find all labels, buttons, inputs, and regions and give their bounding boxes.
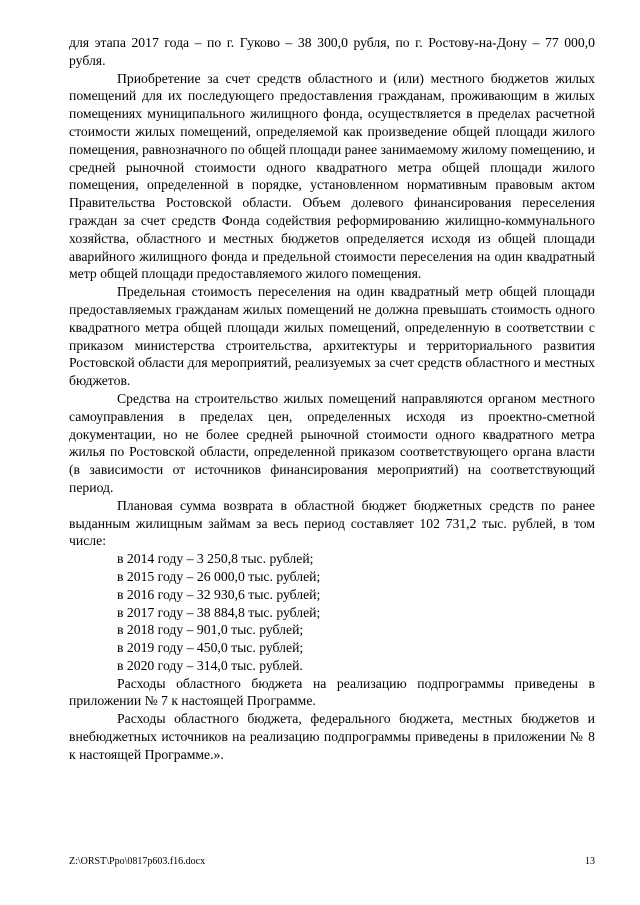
page-number: 13 xyxy=(585,856,595,867)
year-item-2017: в 2017 году – 38 884,8 тыс. рублей; xyxy=(117,604,321,620)
year-item-2020: в 2020 году – 314,0 тыс. рублей. xyxy=(117,657,303,673)
paragraph-acquisition: Приобретение за счет средств областного и (или) местного бюджетов жилых помещений для их последующего предоставления гражданам, проживающим в жилых помещениях муниципального жилищного фонда, осуществляется в пределах расчетной стоимости жилых помещений, определяемой как произведение общей площади жилого помещения, равнозначного по общей площади ранее занимаемому жилому помещению, и средней рыночной стоимости одного квадратного метра общей площади жилого помещения, определенной в порядке, установленном нормативным правовым актом Правительства Ростовской области. Объем долевого финансирования переселения граждан за счет средств Фонда содействия реформированию жилищно-коммунального хозяйства, областного и местных бюджетов определяется исходя из общей площади аварийного жилищного фонда и предельной стоимости переселения на один квадратный метр общей площади предоставляемого жилого помещения. xyxy=(69,70,595,282)
paragraph-construction-funds: Средства на строительство жилых помещений направляются органом местного самоуправления в пределах цен, определенных исходя из проектно-сметной документации, но не более средней рыночной стоимости одного квадратного метра жилья по Ростовской области, определенной приказом соответствующего органа власти (в зависимости от источников финансирования мероприятий) на соответствующий период. xyxy=(69,390,595,495)
year-item-2018: в 2018 году – 901,0 тыс. рублей; xyxy=(117,622,304,638)
paragraph-appendix-8: Расходы областного бюджета, федерального бюджета, местных бюджетов и внебюджетных источников на реализацию подпрограммы приведены в приложении № 8 к настоящей Программе.». xyxy=(69,711,595,762)
paragraph-appendix-7: Расходы областного бюджета на реализацию подпрограммы приведены в приложении № 7 к настоящей Программе. xyxy=(69,675,595,709)
paragraph-limit-cost: Предельная стоимость переселения на один квадратный метр общей площади предоставляемых гражданам жилых помещений не должна превышать стоимость одного квадратного метра общей площади жилых помещений, определенную в соответствии с приказом министерства строительства, архитектуры и территориального развития Ростовской области для мероприятий, реализуемых за счет средств областного и местных бюджетов. xyxy=(69,284,595,389)
paragraph-planned-return: Плановая сумма возврата в областной бюджет бюджетных средств по ранее выданным жилищным займам за весь период составляет 102 731,2 тыс. рублей, в том числе: xyxy=(69,497,595,549)
year-item-2014: в 2014 году – 3 250,8 тыс. рублей; xyxy=(117,551,314,567)
year-item-2016: в 2016 году – 32 930,6 тыс. рублей; xyxy=(117,586,321,602)
file-path: Z:\ORST\Ppo\0817p603.f16.docx xyxy=(69,856,206,867)
document-body xyxy=(69,34,595,764)
year-item-2019: в 2019 году – 450,0 тыс. рублей; xyxy=(117,640,304,656)
year-list xyxy=(69,550,595,675)
paragraph-continuation: для этапа 2017 года – по г. Гуково – 38 300,0 рубля, по г. Ростову-на-Дону – 77 000,0 рубля. xyxy=(69,35,595,68)
year-item-2015: в 2015 году – 26 000,0 тыс. рублей; xyxy=(117,568,321,584)
